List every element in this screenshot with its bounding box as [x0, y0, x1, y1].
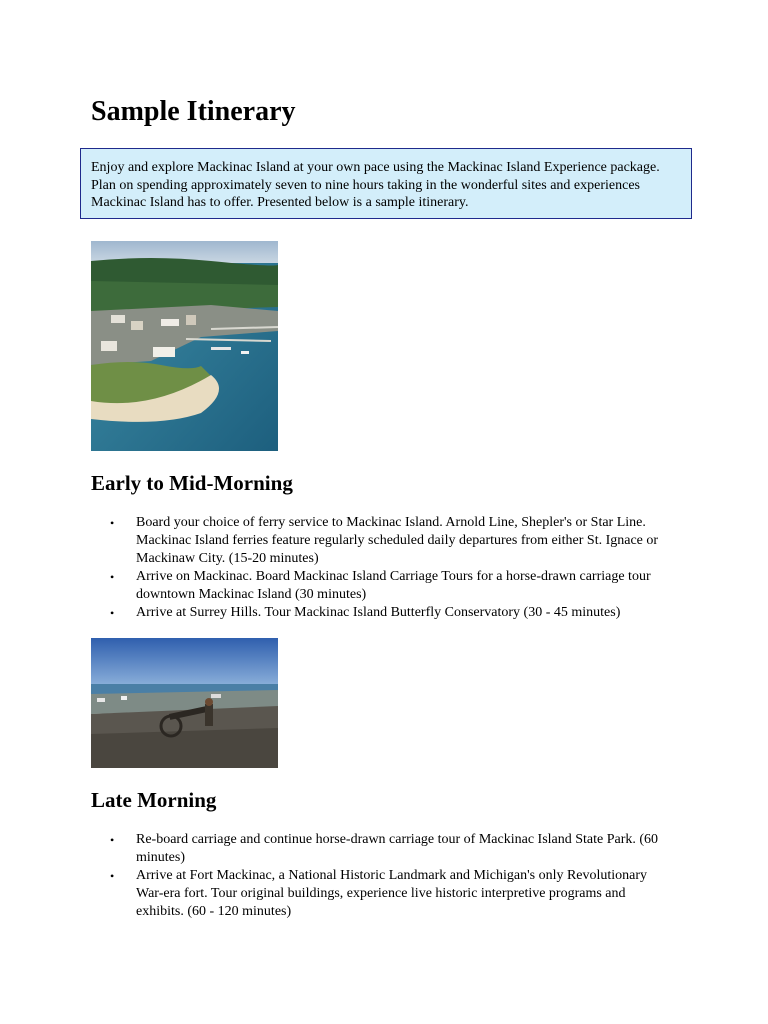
fort-cannon-photo — [91, 638, 278, 768]
section-heading-early: Early to Mid-Morning — [91, 471, 293, 495]
page-title: Sample Itinerary — [91, 96, 296, 127]
bullet-icon: • — [110, 869, 115, 883]
list-item — [110, 514, 670, 568]
list-item-text: Arrive on Mackinac. Board Mackinac Island Carriage Tours for a horse-drawn carriage tour downtown Mackinac Island (30 minutes) — [136, 569, 651, 602]
bullet-icon: • — [110, 570, 115, 584]
list-item — [110, 604, 670, 622]
list-item-text: Arrive at Surrey Hills. Tour Mackinac Island Butterfly Conservatory (30 - 45 minutes) — [136, 605, 621, 620]
harbor-aerial-photo — [91, 241, 278, 451]
intro-box — [80, 148, 692, 219]
list-item-text: Board your choice of ferry service to Mackinac Island. Arnold Line, Shepler's or Star Line. Mackinac Island ferries feature regularly scheduled daily departures from either St. Ignace or Mackinaw City. (15-20 minutes) — [136, 515, 659, 566]
list-item-text: Re-board carriage and continue horse-drawn carriage tour of Mackinac Island State Park. (60 minutes) — [136, 832, 659, 865]
section-heading-late: Late Morning — [91, 788, 217, 812]
late-itinerary-list — [110, 831, 670, 921]
bullet-icon: • — [110, 606, 115, 620]
list-item — [110, 831, 670, 867]
bullet-icon: • — [110, 516, 115, 530]
early-itinerary-list — [110, 514, 670, 622]
bullet-icon: • — [110, 833, 115, 847]
list-item — [110, 568, 670, 604]
list-item-text: Arrive at Fort Mackinac, a National Historic Landmark and Michigan's only Revolutionary War-era fort. Tour original buildings, experience live historic interpretive programs and exhibits. (60 - 120 minutes) — [136, 868, 648, 919]
list-item — [110, 867, 670, 921]
intro-text: Enjoy and explore Mackinac Island at your own pace using the Mackinac Island Experience package. Plan on spending approximately seven to nine hours taking in the wonderful sites and experiences Mackinac Island has to offer. Presented below is a sample itinerary. — [91, 160, 660, 210]
